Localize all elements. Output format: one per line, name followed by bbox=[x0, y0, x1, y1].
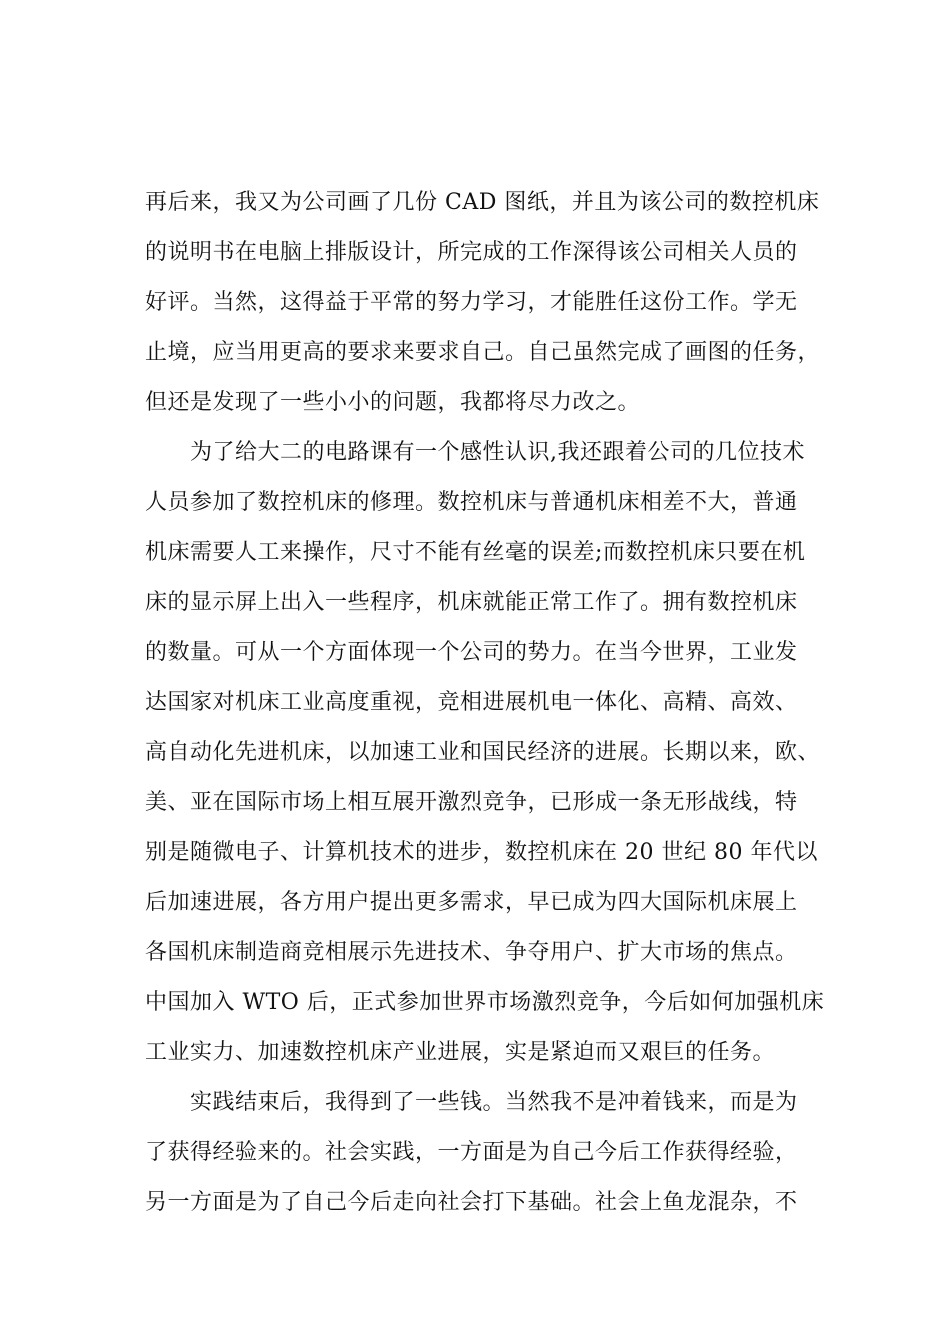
body-text bbox=[145, 178, 825, 1228]
text-line: 实践结束后，我得到了一些钱。当然我不是冲着钱来，而是为 bbox=[145, 1090, 798, 1115]
text-line: 床的显示屏上出入一些程序，机床就能正常工作了。拥有数控机床 bbox=[145, 590, 798, 615]
text-line: 美、亚在国际市场上相互展开激烈竞争，已形成一条无形战线，特 bbox=[145, 790, 798, 815]
text-line: 别是随微电子、计算机技术的进步，数控机床在 20 世纪 80 年代以 bbox=[145, 840, 818, 865]
text-line: 了获得经验来的。社会实践，一方面是为自己今后工作获得经验， bbox=[145, 1140, 798, 1165]
text-line: 各国机床制造商竞相展示先进技术、争夺用户、扩大市场的焦点。 bbox=[145, 940, 798, 965]
text-line: 后加速进展，各方用户提出更多需求，早已成为四大国际机床展上 bbox=[145, 890, 798, 915]
text-line: 工业实力、加速数控机床产业进展，实是紧迫而又艰巨的任务。 bbox=[145, 1040, 776, 1065]
text-line: 机床需要人工来操作，尺寸不能有丝毫的误差;而数控机床只要在机 bbox=[145, 540, 806, 565]
text-line: 但还是发现了一些小小的问题，我都将尽力改之。 bbox=[145, 390, 641, 415]
text-line: 的数量。可从一个方面体现一个公司的势力。在当今世界，工业发 bbox=[145, 640, 798, 665]
text-line: 好评。当然，这得益于平常的努力学习，才能胜任这份工作。学无 bbox=[145, 290, 798, 315]
text-line: 中国加入 WTO 后，正式参加世界市场激烈竞争，今后如何加强机床 bbox=[145, 990, 825, 1015]
text-line: 止境，应当用更高的要求来要求自己。自己虽然完成了画图的任务， bbox=[145, 340, 821, 365]
text-line: 的说明书在电脑上排版设计，所完成的工作深得该公司相关人员的 bbox=[145, 240, 798, 265]
text-line: 为了给大二的电路课有一个感性认识,我还跟着公司的几位技术 bbox=[145, 440, 805, 465]
text-line: 人员参加了数控机床的修理。数控机床与普通机床相差不大，普通 bbox=[145, 490, 798, 515]
text-line: 另一方面是为了自己今后走向社会打下基础。社会上鱼龙混杂，不 bbox=[145, 1190, 798, 1215]
text-line: 再后来，我又为公司画了几份 CAD 图纸，并且为该公司的数控机床 bbox=[145, 190, 820, 215]
text-line: 达国家对机床工业高度重视，竞相进展机电一体化、高精、高效、 bbox=[145, 690, 798, 715]
text-line: 高自动化先进机床，以加速工业和国民经济的进展。长期以来，欧、 bbox=[145, 740, 821, 765]
